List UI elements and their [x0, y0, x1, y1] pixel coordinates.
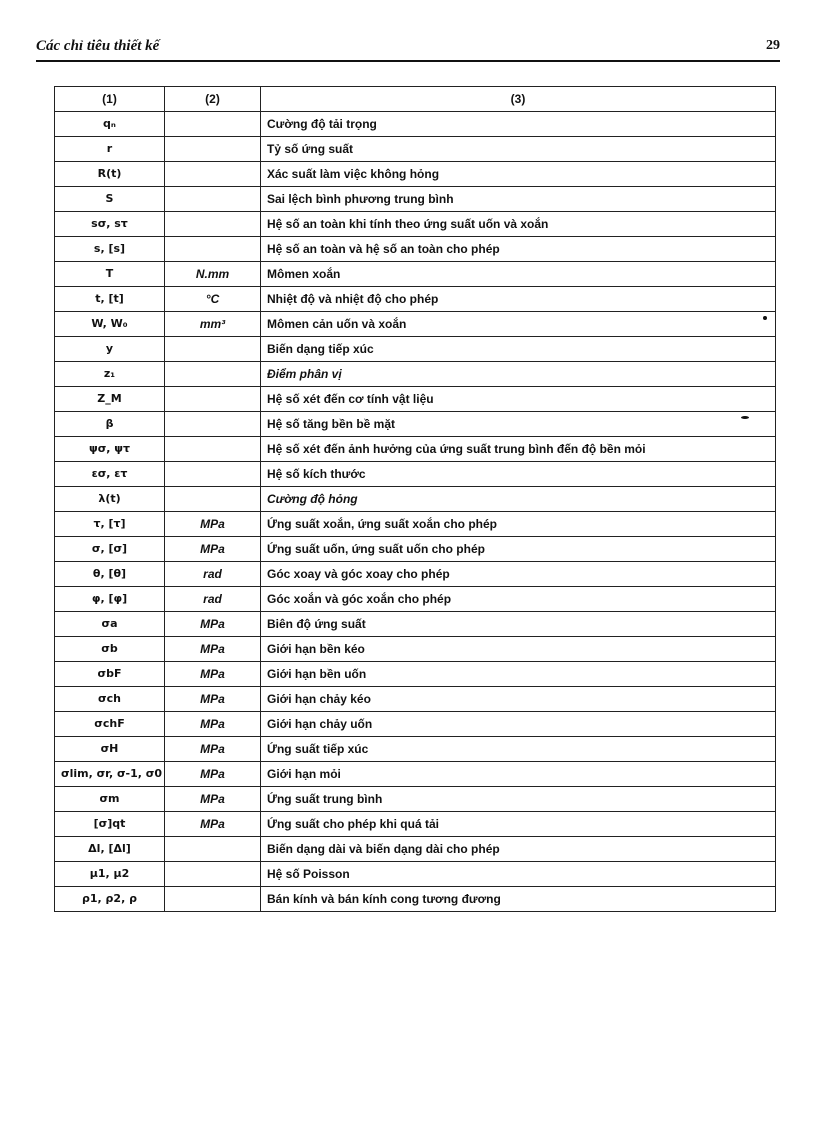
table-row [55, 787, 776, 812]
table-row [55, 737, 776, 762]
description-cell: Hệ số tăng bền bề mặt [261, 412, 776, 437]
symbol-cell: W, W₀ [55, 312, 165, 337]
symbol-cell: R(t) [55, 162, 165, 187]
table-row [55, 262, 776, 287]
unit-cell: MPa [165, 637, 261, 662]
scan-speck [741, 416, 749, 419]
unit-cell [165, 137, 261, 162]
description-cell: Xác suất làm việc không hỏng [261, 162, 776, 187]
table-row [55, 237, 776, 262]
table-row [55, 312, 776, 337]
unit-cell: MPa [165, 762, 261, 787]
table-row [55, 337, 776, 362]
table-row [55, 762, 776, 787]
description-cell: Giới hạn chảy uốn [261, 712, 776, 737]
page-header [36, 38, 780, 62]
symbol-cell: εσ, ετ [55, 462, 165, 487]
description-cell: Hệ số Poisson [261, 862, 776, 887]
unit-cell: MPa [165, 737, 261, 762]
column-header-3: (3) [261, 87, 776, 112]
description-cell: Hệ số an toàn khi tính theo ứng suất uốn và xoắn [261, 212, 776, 237]
description-cell: Ứng suất trung bình [261, 787, 776, 812]
symbol-cell: ψσ, ψτ [55, 437, 165, 462]
table-row [55, 562, 776, 587]
description-cell: Giới hạn chảy kéo [261, 687, 776, 712]
unit-cell [165, 412, 261, 437]
unit-cell [165, 162, 261, 187]
table-row [55, 187, 776, 212]
description-cell: Biến dạng tiếp xúc [261, 337, 776, 362]
description-cell: Góc xoắn và góc xoắn cho phép [261, 587, 776, 612]
description-cell: Hệ số xét đến cơ tính vật liệu [261, 387, 776, 412]
symbol-cell: r [55, 137, 165, 162]
description-cell: Hệ số xét đến ảnh hưởng của ứng suất trung bình đến độ bền mỏi [261, 437, 776, 462]
symbol-cell: τ, [τ] [55, 512, 165, 537]
symbol-cell: σa [55, 612, 165, 637]
unit-cell [165, 337, 261, 362]
symbol-cell: λ(t) [55, 487, 165, 512]
unit-cell [165, 462, 261, 487]
description-cell: Giới hạn bền kéo [261, 637, 776, 662]
symbol-cell: ρ1, ρ2, ρ [55, 887, 165, 912]
unit-cell: MPa [165, 687, 261, 712]
table-row [55, 812, 776, 837]
symbol-cell: σb [55, 637, 165, 662]
unit-cell [165, 862, 261, 887]
unit-cell: MPa [165, 512, 261, 537]
description-cell: Sai lệch bình phương trung bình [261, 187, 776, 212]
symbol-cell: Δl, [Δl] [55, 837, 165, 862]
symbol-cell: qₙ [55, 112, 165, 137]
symbol-cell: σm [55, 787, 165, 812]
symbol-cell: t, [t] [55, 287, 165, 312]
symbol-cell: σlim, σr, σ-1, σ0 [55, 762, 165, 787]
table-row [55, 387, 776, 412]
description-cell: Giới hạn mỏi [261, 762, 776, 787]
table-row [55, 887, 776, 912]
table-row [55, 437, 776, 462]
unit-cell: MPa [165, 662, 261, 687]
table-row [55, 687, 776, 712]
description-cell: Ứng suất uốn, ứng suất uốn cho phép [261, 537, 776, 562]
description-cell: Góc xoay và góc xoay cho phép [261, 562, 776, 587]
description-cell: Ứng suất xoắn, ứng suất xoắn cho phép [261, 512, 776, 537]
description-cell: Cường độ tải trọng [261, 112, 776, 137]
table-row [55, 212, 776, 237]
symbol-cell: σch [55, 687, 165, 712]
unit-cell: MPa [165, 812, 261, 837]
description-cell: Tỷ số ứng suất [261, 137, 776, 162]
unit-cell: rad [165, 587, 261, 612]
table-row [55, 662, 776, 687]
table-header-row [55, 87, 776, 112]
description-cell: Biên độ ứng suất [261, 612, 776, 637]
symbol-cell: θ, [θ] [55, 562, 165, 587]
description-cell: Điểm phân vị [261, 362, 776, 387]
unit-cell [165, 387, 261, 412]
description-cell: Ứng suất cho phép khi quá tải [261, 812, 776, 837]
symbol-cell: y [55, 337, 165, 362]
scan-speck [763, 316, 767, 320]
symbol-cell: s, [s] [55, 237, 165, 262]
table-row [55, 637, 776, 662]
unit-cell [165, 237, 261, 262]
symbol-cell: σchF [55, 712, 165, 737]
chapter-title: Các chỉ tiêu thiết kế [36, 38, 160, 54]
table-row [55, 837, 776, 862]
symbol-cell: z₁ [55, 362, 165, 387]
unit-cell: °C [165, 287, 261, 312]
column-header-1: (1) [55, 87, 165, 112]
symbol-cell: T [55, 262, 165, 287]
symbol-cell: σH [55, 737, 165, 762]
description-cell: Ứng suất tiếp xúc [261, 737, 776, 762]
table-row [55, 537, 776, 562]
symbol-cell: sσ, sτ [55, 212, 165, 237]
symbols-table [54, 86, 776, 912]
table-row [55, 862, 776, 887]
symbol-cell: σ, [σ] [55, 537, 165, 562]
table-row [55, 137, 776, 162]
unit-cell: MPa [165, 787, 261, 812]
symbol-cell: β [55, 412, 165, 437]
table-row [55, 112, 776, 137]
unit-cell [165, 487, 261, 512]
symbol-cell: [σ]qt [55, 812, 165, 837]
table-row [55, 612, 776, 637]
unit-cell: MPa [165, 712, 261, 737]
table-row [55, 462, 776, 487]
table-row [55, 487, 776, 512]
unit-cell [165, 887, 261, 912]
symbol-cell: μ1, μ2 [55, 862, 165, 887]
unit-cell [165, 837, 261, 862]
table-row [55, 362, 776, 387]
table-row [55, 512, 776, 537]
table-row [55, 712, 776, 737]
unit-cell [165, 112, 261, 137]
symbol-cell: S [55, 187, 165, 212]
description-cell: Giới hạn bền uốn [261, 662, 776, 687]
description-cell: Hệ số kích thước [261, 462, 776, 487]
table-row [55, 587, 776, 612]
description-cell: Bán kính và bán kính cong tương đương [261, 887, 776, 912]
unit-cell [165, 212, 261, 237]
table-row [55, 412, 776, 437]
description-cell: Mômen xoắn [261, 262, 776, 287]
page-number: 29 [766, 38, 780, 53]
symbol-cell: σbF [55, 662, 165, 687]
symbols-table-body [55, 87, 776, 912]
unit-cell: MPa [165, 537, 261, 562]
table-row [55, 162, 776, 187]
unit-cell [165, 187, 261, 212]
description-cell: Biến dạng dài và biến dạng dài cho phép [261, 837, 776, 862]
table-row [55, 287, 776, 312]
description-cell: Cường độ hỏng [261, 487, 776, 512]
unit-cell: N.mm [165, 262, 261, 287]
unit-cell: rad [165, 562, 261, 587]
description-cell: Mômen cản uốn và xoắn [261, 312, 776, 337]
unit-cell [165, 362, 261, 387]
unit-cell [165, 437, 261, 462]
description-cell: Nhiệt độ và nhiệt độ cho phép [261, 287, 776, 312]
symbol-cell: φ, [φ] [55, 587, 165, 612]
unit-cell: mm³ [165, 312, 261, 337]
symbol-cell: Z_M [55, 387, 165, 412]
column-header-2: (2) [165, 87, 261, 112]
unit-cell: MPa [165, 612, 261, 637]
description-cell: Hệ số an toàn và hệ số an toàn cho phép [261, 237, 776, 262]
